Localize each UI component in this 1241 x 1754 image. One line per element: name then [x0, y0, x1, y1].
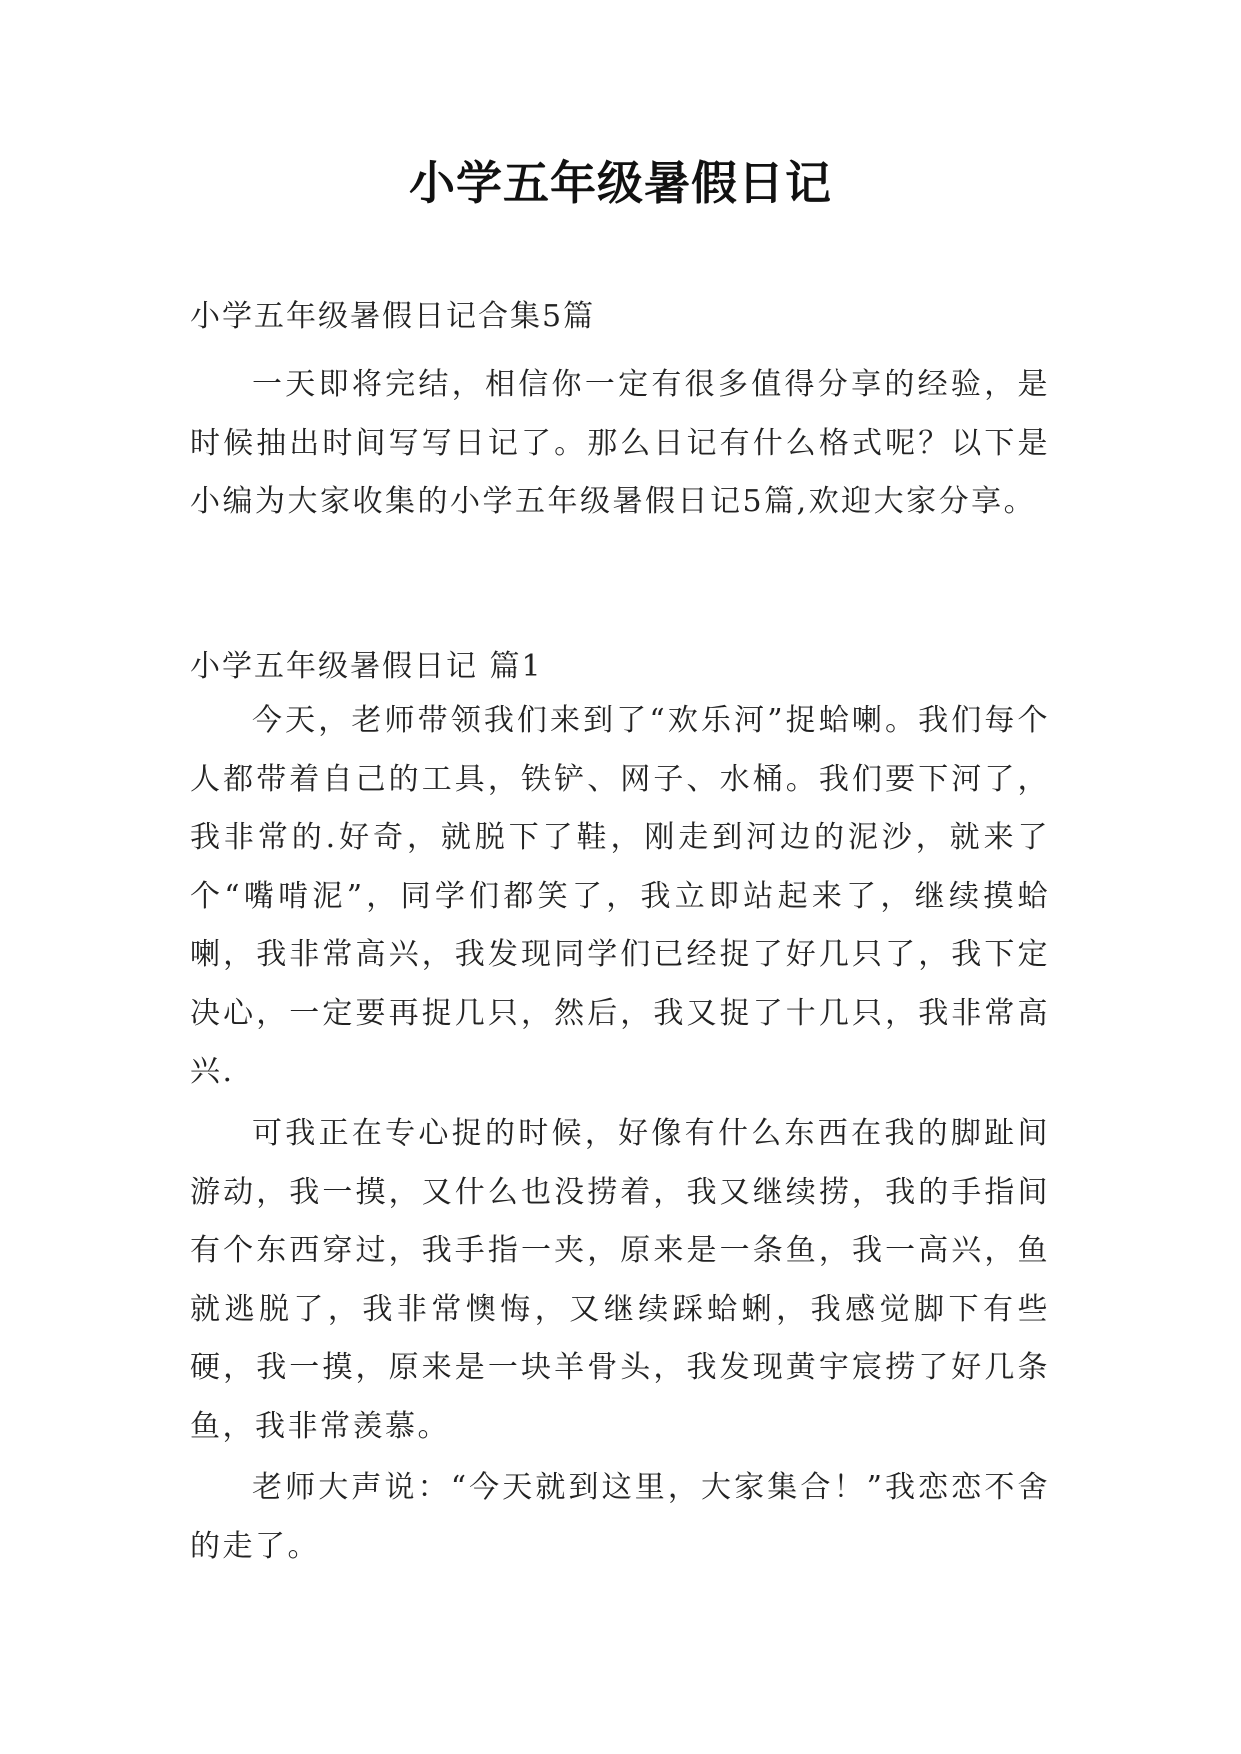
document-subtitle: 小学五年级暑假日记合集5篇: [190, 299, 596, 334]
section-heading: 小学五年级暑假日记 篇1: [190, 649, 543, 684]
intro-paragraph: 一天即将完结，相信你一定有很多值得分享的经验，是时候抽出时间写写日记了。那么日记有什么格式呢？以下是小编为大家收集的小学五年级暑假日记5篇,欢迎大家分享。: [190, 367, 1050, 519]
body-paragraph-2: 可我正在专心捉的时候，好像有什么东西在我的脚趾间游动，我一摸，又什么也没捞着，我又继续捞，我的手指间有个东西穿过，我手指一夹，原来是一条鱼，我一高兴，鱼就逃脱了，我非常懊悔，又继续踩蛤蜊，我感觉脚下有些硬，我一摸，原来是一块羊骨头，我发现黄宇宸捞了好几条鱼，我非常羡慕。: [190, 1116, 1050, 1444]
body-paragraph-3: 老师大声说：“今天就到这里，大家集合！”我恋恋不舍的走了。: [190, 1470, 1050, 1564]
body-paragraph-1: 今天，老师带领我们来到了“欢乐河”捉蛤喇。我们每个人都带着自己的工具，铁铲、网子、水桶。我们要下河了，我非常的.好奇，就脱下了鞋，刚走到河边的泥沙，就来了个“嘴啃泥”，同学们都笑了，我立即站起来了，继续摸蛤喇，我非常高兴，我发现同学们已经捉了好几只了，我下定决心，一定要再捉几只，然后，我又捉了十几只，我非常高兴.: [190, 703, 1050, 1089]
document-title: 小学五年级暑假日记: [409, 156, 832, 210]
